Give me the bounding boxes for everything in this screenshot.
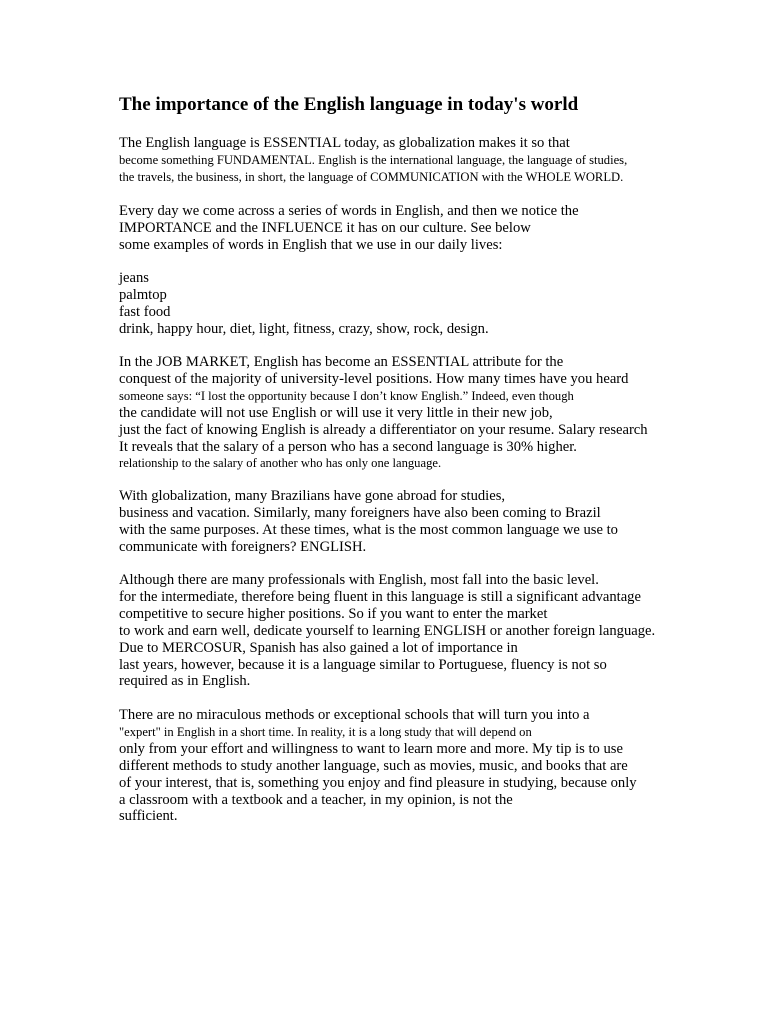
paragraph-globalization — [119, 135, 627, 186]
list-item: palmtop — [119, 286, 167, 303]
text-line: for the intermediate, therefore being fluent in this language is still a significant advantage — [119, 588, 641, 605]
list-item: drink, happy hour, diet, light, fitness, crazy, show, rock, design. — [119, 320, 489, 337]
text-line: someone says: “I lost the opportunity because I don’t know English.” Indeed, even though — [119, 388, 574, 403]
list-item: fast food — [119, 303, 171, 320]
text-line: some examples of words in English that we use in our daily lives: — [119, 236, 503, 253]
text-line: a classroom with a textbook and a teacher, in my opinion, is not the — [119, 791, 513, 808]
text-line: competitive to secure higher positions. So if you want to enter the market — [119, 605, 548, 622]
text-line: just the fact of knowing English is already a differentiator on your resume. Salary research — [119, 421, 648, 438]
text-line: conquest of the majority of university-level positions. How many times have you heard — [119, 370, 629, 387]
text-line: the travels, the business, in short, the language of COMMUNICATION with the WHOLE WORLD. — [119, 169, 624, 184]
text-line: only from your effort and willingness to want to learn more and more. My tip is to use — [119, 740, 623, 757]
text-line: sufficient. — [119, 808, 178, 825]
text-line: business and vacation. Similarly, many foreigners have also been coming to Brazil — [119, 504, 601, 521]
text-line: It reveals that the salary of a person who has a second language is 30% higher. — [119, 438, 577, 455]
paragraph-influence — [119, 203, 579, 254]
text-line: IMPORTANCE and the INFLUENCE it has on our culture. See below — [119, 219, 531, 236]
text-line: last years, however, because it is a language similar to Portuguese, fluency is not so — [119, 656, 607, 673]
text-line: become something FUNDAMENTAL. English is the international language, the language of studies, — [119, 152, 628, 167]
text-line: The English language is ESSENTIAL today, as globalization makes it so that — [119, 135, 570, 151]
page-title: The importance of the English language in today's world — [119, 94, 579, 115]
text-line: with the same purposes. At these times, what is the most common language we use to — [119, 521, 618, 538]
paragraph-professionals — [119, 572, 655, 690]
text-line: different methods to study another language, such as movies, music, and books that are — [119, 757, 628, 774]
text-line: Although there are many professionals with English, most fall into the basic level. — [119, 572, 599, 588]
text-line: In the JOB MARKET, English has become an ESSENTIAL attribute for the — [119, 354, 564, 370]
text-line: Every day we come across a series of words in English, and then we notice the — [119, 203, 579, 219]
text-line: relationship to the salary of another who has only one language. — [119, 456, 442, 471]
text-line: of your interest, that is, something you enjoy and find pleasure in studying, because only — [119, 774, 637, 791]
text-line: "expert" in English in a short time. In reality, it is a long study that will depend on — [119, 724, 532, 739]
paragraph-brazilians — [119, 488, 618, 556]
paragraph-job-market — [119, 354, 648, 472]
text-line: With globalization, many Brazilians have gone abroad for studies, — [119, 488, 506, 504]
paragraph-methods — [119, 707, 637, 825]
word-examples-list — [119, 270, 489, 338]
list-item: jeans — [119, 270, 149, 286]
text-line: to work and earn well, dedicate yourself to learning ENGLISH or another foreign language. — [119, 622, 656, 639]
text-line: communicate with foreigners? ENGLISH. — [119, 538, 367, 555]
text-line: Due to MERCOSUR, Spanish has also gained a lot of importance in — [119, 639, 518, 656]
text-line: the candidate will not use English or will use it very little in their new job, — [119, 404, 553, 421]
text-line: There are no miraculous methods or exceptional schools that will turn you into a — [119, 707, 590, 723]
text-line: required as in English. — [119, 673, 251, 690]
